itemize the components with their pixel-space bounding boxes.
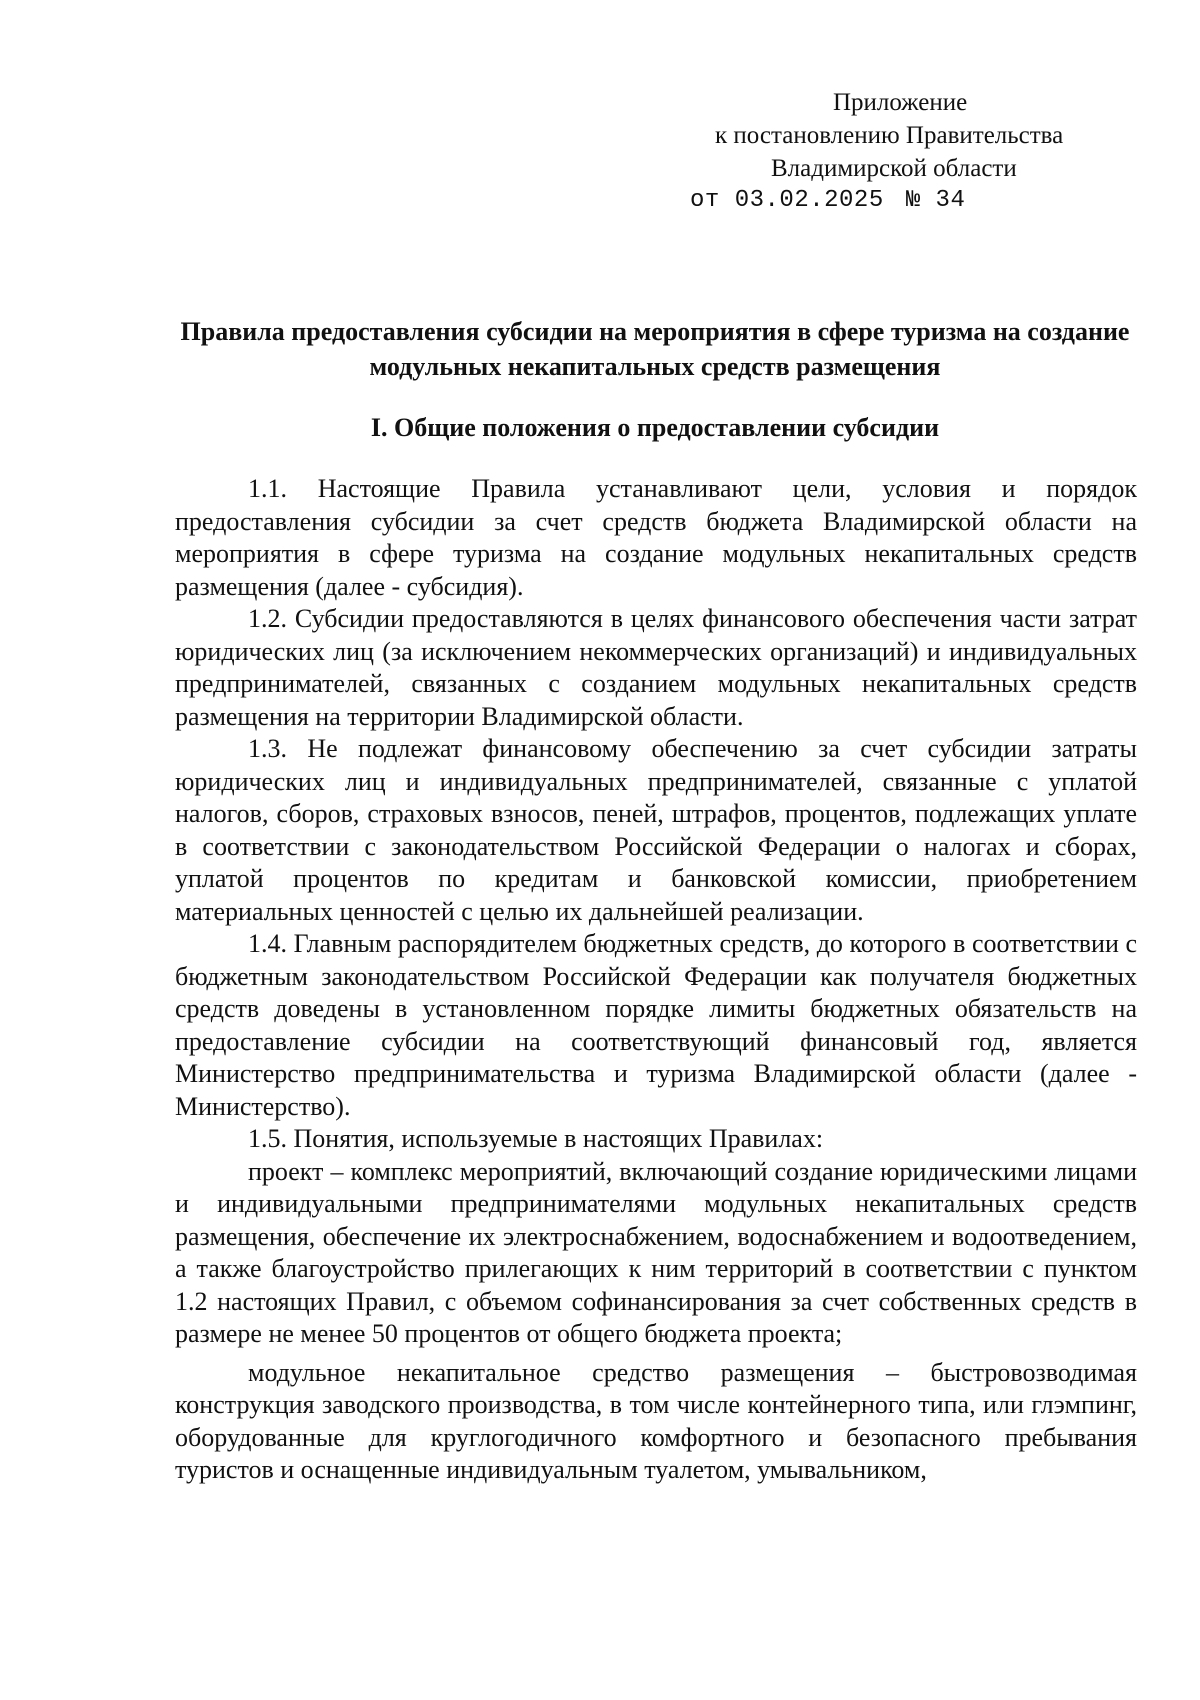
document-body bbox=[175, 473, 1137, 1487]
annex-label: Приложение bbox=[833, 89, 968, 116]
annex-date-number bbox=[690, 184, 965, 217]
paragraph-1-5: 1.5. Понятия, используемые в настоящих Правилах: bbox=[248, 1124, 824, 1153]
definition-modular-facility: модульное некапитальное средство размещения – быстровозводимая конструкция заводского производства, в том числе контейнерного типа, или глэмпинг, оборудованные для круглогодичного комфортного и безопасного пребывания туристов и оснащенные индивидуальным туалетом, умывальником, bbox=[175, 1357, 1137, 1484]
annex-region: Владимирской области bbox=[771, 155, 1017, 182]
annex-resolution-ref: к постановлению Правительства bbox=[715, 122, 1064, 149]
paragraph-1-1: 1.1. Настоящие Правила устанавливают цели, условия и порядок предоставления субсидии за счет средств бюджета Владимирской области на мероприятия в сфере туризма на создание модульных некапитальных средств размещения (далее - субсидия). bbox=[175, 474, 1137, 601]
paragraph-1-3: 1.3. Не подлежат финансовому обеспечению за счет субсидии затраты юридических лиц и индивидуальных предпринимателей, связанные с уплатой налогов, сборов, страховых взносов, пеней, штрафов, процентов, подлежащих уплате в соответствии с законодательством Российской Федерации о налогах и сборах, уплатой процентов по кредитам и банковской комиссии, приобретением материальных ценностей с целью их дальнейшей реализации. bbox=[175, 734, 1137, 926]
document-title: Правила предоставления субсидии на мероприятия в сфере туризма на создание модульных некапитальных средств размещения bbox=[180, 317, 1130, 381]
paragraph-1-2: 1.2. Субсидии предоставляются в целях финансового обеспечения части затрат юридических лиц (за исключением некоммерческих организаций) и индивидуальных предпринимателей, связанных с созданием модульных некапитальных средств размещения на территории Владимирской области. bbox=[175, 604, 1137, 731]
section-heading: I. Общие положения о предоставлении субсидии bbox=[370, 413, 940, 442]
paragraph-1-4: 1.4. Главным распорядителем бюджетных средств, до которого в соответствии с бюджетным законодательством Российской Федерации как получателя бюджетных средств доведены в установленном порядке лимиты бюджетных обязательств на предоставление субсидии на соответствующий финансовый год, является Министерство предпринимательства и туризма Владимирской области (далее - Министерство). bbox=[175, 929, 1137, 1121]
definition-project: проект – комплекс мероприятий, включающий создание юридическими лицами и индивидуальными предпринимателями модульных некапитальных средств размещения, обеспечение их электроснабжением, водоснабжением и водоотведением, а также благоустройство прилегающих к ним территорий в соответствии с пунктом 1.2 настоящих Правил, с объемом софинансирования за счет собственных средств в размере не менее 50 процентов от общего бюджета проекта; bbox=[175, 1156, 1137, 1348]
annex-number: № 34 bbox=[905, 187, 966, 214]
annex-date: от 03.02.2025 bbox=[690, 187, 884, 214]
